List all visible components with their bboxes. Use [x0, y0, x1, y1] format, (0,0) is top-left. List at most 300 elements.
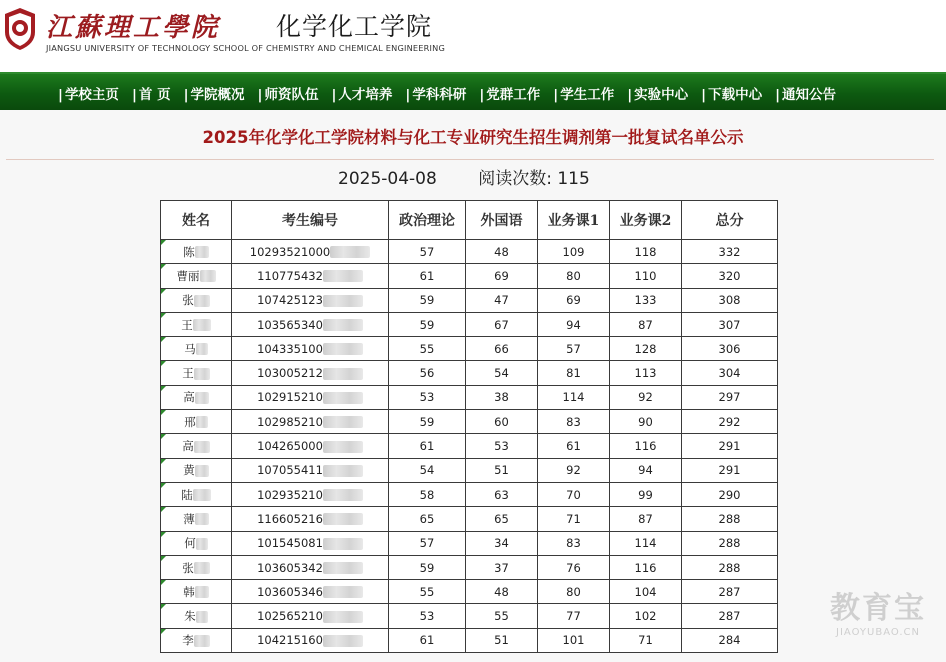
- site-header: [0, 0, 946, 72]
- score-value: 54: [419, 463, 435, 478]
- nav-separator: |: [553, 87, 559, 103]
- score-cell: [466, 604, 538, 628]
- nav-separator: |: [183, 87, 189, 103]
- score-cell: [466, 385, 538, 409]
- score-cell: [466, 240, 538, 264]
- candidate-id-cell: [232, 628, 389, 652]
- university-seal-icon: [2, 6, 38, 52]
- name-cell: [161, 604, 232, 628]
- total-score: 288: [718, 536, 741, 551]
- redaction-blur: [195, 513, 209, 525]
- score-value: 87: [638, 317, 653, 332]
- score-value: 37: [494, 560, 509, 575]
- score-value: 53: [419, 390, 435, 405]
- score-cell: [610, 240, 682, 264]
- score-value: 34: [494, 536, 509, 551]
- redaction-blur: [323, 441, 363, 453]
- total-score: 332: [718, 244, 741, 259]
- column-header: 政治理论: [389, 201, 466, 240]
- nav-item-label: 党群工作: [486, 87, 541, 103]
- score-cell: [389, 555, 466, 579]
- candidate-name: 邢: [184, 414, 196, 429]
- candidate-id: 116605216: [257, 511, 323, 526]
- name-cell: [161, 288, 232, 312]
- total-score-cell: [682, 628, 778, 652]
- candidate-name: 何: [184, 536, 196, 551]
- table-row: [161, 580, 778, 604]
- score-value: 83: [566, 414, 581, 429]
- candidate-id-cell: [232, 482, 389, 506]
- candidate-id: 107425123: [257, 293, 323, 308]
- nav-separator: |: [257, 87, 263, 103]
- redaction-blur: [323, 319, 363, 331]
- score-cell: [610, 604, 682, 628]
- score-value: 69: [566, 293, 581, 308]
- candidate-id-cell: [232, 604, 389, 628]
- candidate-name: 陆: [181, 487, 193, 502]
- score-cell: [538, 385, 610, 409]
- score-value: 116: [634, 439, 657, 454]
- score-value: 76: [566, 560, 581, 575]
- score-cell: [466, 482, 538, 506]
- article-title: 2025年化学化工学院材料与化工专业研究生招生调剂第一批复试名单公示: [202, 128, 744, 147]
- score-value: 61: [419, 268, 435, 283]
- candidate-id: 102935210: [257, 487, 323, 502]
- score-cell: [538, 458, 610, 482]
- score-cell: [389, 531, 466, 555]
- score-value: 80: [566, 268, 581, 283]
- score-value: 55: [419, 584, 435, 599]
- total-score-cell: [682, 288, 778, 312]
- score-cell: [466, 555, 538, 579]
- redaction-blur: [323, 343, 363, 355]
- nav-item-3[interactable]: [258, 83, 319, 103]
- total-score-cell: [682, 482, 778, 506]
- redaction-blur: [193, 319, 211, 331]
- score-value: 81: [566, 366, 581, 381]
- score-value: 80: [566, 584, 581, 599]
- score-cell: [610, 361, 682, 385]
- candidate-name: 黄: [183, 463, 195, 478]
- score-cell: [538, 531, 610, 555]
- table-body: [161, 240, 778, 653]
- views-label: 阅读次数:: [478, 169, 552, 189]
- nav-item-label: 实验中心: [634, 87, 689, 103]
- score-cell: [610, 385, 682, 409]
- total-score-cell: [682, 337, 778, 361]
- college-name: 化学化工学院: [276, 12, 433, 41]
- score-cell: [466, 628, 538, 652]
- score-cell: [610, 458, 682, 482]
- candidate-name: 陈: [183, 244, 195, 259]
- table-row: [161, 288, 778, 312]
- nav-item-label: 学生工作: [560, 87, 615, 103]
- table-row: [161, 264, 778, 288]
- score-cell: [610, 312, 682, 336]
- name-cell: [161, 337, 232, 361]
- score-value: 55: [494, 609, 509, 624]
- total-score: 306: [718, 341, 741, 356]
- table-row: [161, 458, 778, 482]
- view-count: [478, 169, 590, 189]
- nav-item-label: 首 页: [138, 87, 171, 103]
- total-score: 297: [718, 390, 741, 405]
- score-value: 69: [494, 268, 509, 283]
- score-cell: [610, 555, 682, 579]
- candidate-name: 王: [181, 317, 193, 332]
- score-value: 104: [634, 584, 657, 599]
- english-name: JIANGSU UNIVERSITY OF TECHNOLOGY SCHOOL OF CHEMISTRY AND CHEMICAL ENGINEERING: [46, 43, 446, 53]
- score-cell: [466, 531, 538, 555]
- name-cell: [161, 385, 232, 409]
- score-cell: [538, 507, 610, 531]
- nav-separator: |: [405, 87, 411, 103]
- score-cell: [389, 434, 466, 458]
- total-score: 288: [718, 560, 741, 575]
- column-header: 业务课1: [538, 201, 610, 240]
- name-cell: [161, 555, 232, 579]
- candidate-name: 高: [183, 390, 195, 405]
- score-cell: [538, 604, 610, 628]
- name-cell: [161, 482, 232, 506]
- candidate-id: 104215160: [257, 633, 323, 648]
- score-value: 54: [494, 366, 509, 381]
- score-value: 48: [494, 584, 509, 599]
- redaction-blur: [323, 513, 363, 525]
- score-cell: [610, 628, 682, 652]
- score-value: 59: [419, 414, 435, 429]
- score-value: 59: [419, 293, 435, 308]
- total-score-cell: [682, 385, 778, 409]
- total-score: 288: [718, 511, 741, 526]
- redaction-blur: [323, 392, 363, 404]
- nav-item-9[interactable]: [701, 83, 762, 103]
- score-cell: [538, 361, 610, 385]
- redaction-blur: [323, 562, 363, 574]
- candidate-id-cell: [232, 385, 389, 409]
- column-header: 姓名: [161, 201, 232, 240]
- candidate-id-cell: [232, 312, 389, 336]
- candidate-id: 110775432: [257, 268, 323, 283]
- score-value: 94: [566, 317, 581, 332]
- candidate-id: 103605342: [257, 560, 323, 575]
- score-cell: [389, 458, 466, 482]
- candidate-id-cell: [232, 264, 389, 288]
- nav-item-7[interactable]: [553, 83, 614, 103]
- score-cell: [610, 482, 682, 506]
- score-value: 116: [634, 560, 657, 575]
- total-score-cell: [682, 458, 778, 482]
- total-score: 292: [718, 414, 741, 429]
- score-value: 63: [494, 487, 509, 502]
- score-value: 65: [419, 511, 435, 526]
- name-cell: [161, 240, 232, 264]
- candidate-name: 王: [182, 366, 194, 381]
- score-value: 60: [494, 414, 509, 429]
- nav-item-label: 通知公告: [782, 87, 837, 103]
- table-row: [161, 240, 778, 264]
- candidate-name: 马: [184, 341, 196, 356]
- score-value: 61: [419, 439, 435, 454]
- score-value: 61: [419, 633, 435, 648]
- university-name: 江蘇理工學院: [46, 13, 221, 43]
- article-content: [0, 110, 946, 662]
- name-cell: [161, 312, 232, 336]
- name-cell: [161, 628, 232, 652]
- total-score: 291: [718, 463, 741, 478]
- nav-item-10[interactable]: [775, 83, 836, 103]
- watermark: [830, 583, 926, 638]
- nav-list: [58, 83, 849, 103]
- score-value: 71: [638, 633, 653, 648]
- score-value: 87: [638, 511, 653, 526]
- score-cell: [466, 288, 538, 312]
- redaction-blur: [330, 246, 370, 258]
- score-value: 94: [638, 463, 653, 478]
- candidate-id: 10293521000: [249, 244, 331, 259]
- total-score: 287: [718, 609, 741, 624]
- score-value: 59: [419, 317, 435, 332]
- candidate-id-cell: [232, 337, 389, 361]
- total-score-cell: [682, 555, 778, 579]
- column-header: 考生编号: [232, 201, 389, 240]
- score-value: 65: [494, 511, 509, 526]
- nav-item-5[interactable]: [405, 83, 466, 103]
- score-value: 92: [638, 390, 653, 405]
- score-cell: [610, 580, 682, 604]
- score-cell: [610, 264, 682, 288]
- score-cell: [466, 434, 538, 458]
- table-row: [161, 361, 778, 385]
- nav-item-8[interactable]: [627, 83, 688, 103]
- score-cell: [610, 410, 682, 434]
- score-cell: [538, 410, 610, 434]
- score-cell: [538, 580, 610, 604]
- score-cell: [538, 312, 610, 336]
- redaction-blur: [323, 465, 363, 477]
- nav-item-label: 人才培养: [338, 87, 393, 103]
- total-score: 308: [718, 293, 741, 308]
- candidate-id-cell: [232, 555, 389, 579]
- name-cell: [161, 410, 232, 434]
- nav-separator: |: [58, 87, 63, 103]
- score-cell: [466, 312, 538, 336]
- score-value: 53: [494, 439, 509, 454]
- table-row: [161, 604, 778, 628]
- total-score-cell: [682, 531, 778, 555]
- candidate-id-cell: [232, 507, 389, 531]
- score-cell: [389, 580, 466, 604]
- redaction-blur: [323, 538, 363, 550]
- candidate-id-cell: [232, 434, 389, 458]
- score-value: 133: [634, 293, 657, 308]
- name-cell: [161, 531, 232, 555]
- total-score-cell: [682, 312, 778, 336]
- total-score-cell: [682, 264, 778, 288]
- score-value: 102: [634, 609, 657, 624]
- redaction-blur: [196, 611, 208, 623]
- score-cell: [389, 361, 466, 385]
- candidate-id: 101545081: [257, 536, 323, 551]
- score-cell: [389, 264, 466, 288]
- table-row: [161, 385, 778, 409]
- candidate-name: 韩: [183, 584, 195, 599]
- score-value: 48: [494, 244, 509, 259]
- redaction-blur: [323, 489, 363, 501]
- score-cell: [610, 288, 682, 312]
- redaction-blur: [195, 465, 209, 477]
- score-table: [160, 200, 778, 653]
- candidate-name: 薄: [183, 511, 195, 526]
- total-score-cell: [682, 434, 778, 458]
- score-cell: [538, 264, 610, 288]
- name-cell: [161, 458, 232, 482]
- redaction-blur: [195, 392, 209, 404]
- score-value: 128: [634, 341, 657, 356]
- score-value: 57: [419, 536, 435, 551]
- score-cell: [538, 628, 610, 652]
- table-row: [161, 555, 778, 579]
- nav-item-label: 学校主页: [64, 87, 119, 103]
- total-score: 291: [718, 439, 741, 454]
- score-cell: [610, 337, 682, 361]
- candidate-name: 李: [182, 633, 194, 648]
- total-score: 287: [718, 584, 741, 599]
- title-divider: [6, 159, 934, 160]
- table-row: [161, 482, 778, 506]
- candidate-id: 102565210: [257, 609, 323, 624]
- redaction-blur: [200, 270, 216, 282]
- table-row: [161, 434, 778, 458]
- total-score-cell: [682, 240, 778, 264]
- nav-item-label: 学院概况: [190, 87, 245, 103]
- score-cell: [538, 482, 610, 506]
- nav-item-label: 师资队伍: [264, 87, 319, 103]
- candidate-name: 朱: [184, 609, 196, 624]
- total-score-cell: [682, 580, 778, 604]
- redaction-blur: [323, 586, 363, 598]
- score-value: 92: [566, 463, 581, 478]
- name-cell: [161, 580, 232, 604]
- score-value: 53: [419, 609, 435, 624]
- main-nav: [0, 72, 946, 110]
- redaction-blur: [194, 441, 210, 453]
- score-value: 77: [566, 609, 581, 624]
- score-cell: [389, 240, 466, 264]
- candidate-id-cell: [232, 361, 389, 385]
- nav-separator: |: [131, 87, 137, 103]
- table-row: [161, 410, 778, 434]
- candidate-name: 张: [182, 560, 194, 575]
- candidate-id: 103605346: [257, 584, 323, 599]
- table-row: [161, 312, 778, 336]
- score-cell: [610, 434, 682, 458]
- score-value: 113: [634, 366, 657, 381]
- table-row: [161, 628, 778, 652]
- total-score: 290: [718, 487, 741, 502]
- redaction-blur: [196, 538, 208, 550]
- candidate-id-cell: [232, 580, 389, 604]
- score-value: 61: [566, 439, 581, 454]
- redaction-blur: [196, 416, 208, 428]
- nav-separator: |: [479, 87, 485, 103]
- name-cell: [161, 361, 232, 385]
- name-cell: [161, 264, 232, 288]
- nav-item-4[interactable]: [331, 83, 392, 103]
- score-cell: [389, 604, 466, 628]
- redaction-blur: [323, 270, 363, 282]
- redaction-blur: [196, 343, 208, 355]
- score-cell: [538, 337, 610, 361]
- nav-separator: |: [627, 87, 633, 103]
- redaction-blur: [193, 489, 211, 501]
- score-value: 67: [494, 317, 509, 332]
- redaction-blur: [323, 635, 363, 647]
- score-value: 114: [562, 390, 585, 405]
- score-cell: [466, 580, 538, 604]
- table-header-row: [161, 201, 778, 240]
- score-value: 101: [562, 633, 585, 648]
- score-value: 118: [634, 244, 657, 259]
- total-score-cell: [682, 507, 778, 531]
- score-value: 38: [494, 390, 509, 405]
- nav-item-1[interactable]: [132, 83, 171, 103]
- nav-item-2[interactable]: [184, 83, 245, 103]
- score-value: 59: [419, 560, 435, 575]
- redaction-blur: [194, 368, 210, 380]
- nav-separator: |: [701, 87, 707, 103]
- views-value: 115: [557, 169, 590, 189]
- name-cell: [161, 434, 232, 458]
- score-cell: [389, 337, 466, 361]
- column-header: 总分: [682, 201, 778, 240]
- candidate-id-cell: [232, 288, 389, 312]
- redaction-blur: [194, 562, 210, 574]
- score-cell: [538, 434, 610, 458]
- score-cell: [389, 288, 466, 312]
- nav-item-6[interactable]: [479, 83, 540, 103]
- total-score: 320: [718, 268, 741, 283]
- score-value: 51: [494, 463, 509, 478]
- candidate-name: 曹丽: [176, 268, 200, 283]
- score-value: 58: [419, 487, 435, 502]
- candidate-id: 102915210: [257, 390, 323, 405]
- nav-separator: |: [331, 87, 337, 103]
- score-cell: [389, 628, 466, 652]
- candidate-id-cell: [232, 410, 389, 434]
- candidate-id: 104335100: [257, 341, 323, 356]
- total-score-cell: [682, 361, 778, 385]
- candidate-id-cell: [232, 240, 389, 264]
- candidate-id-cell: [232, 531, 389, 555]
- redaction-blur: [195, 586, 209, 598]
- score-cell: [610, 507, 682, 531]
- redaction-blur: [323, 368, 363, 380]
- redaction-blur: [323, 611, 363, 623]
- score-value: 66: [494, 341, 509, 356]
- nav-item-label: 学科科研: [412, 87, 467, 103]
- watermark-url: JIAOYUBAO.CN: [836, 627, 920, 638]
- score-cell: [389, 410, 466, 434]
- nav-item-0[interactable]: [58, 83, 119, 103]
- score-cell: [538, 555, 610, 579]
- score-cell: [389, 385, 466, 409]
- score-cell: [466, 264, 538, 288]
- redaction-blur: [194, 635, 210, 647]
- total-score-cell: [682, 410, 778, 434]
- score-value: 70: [566, 487, 581, 502]
- score-value: 99: [638, 487, 653, 502]
